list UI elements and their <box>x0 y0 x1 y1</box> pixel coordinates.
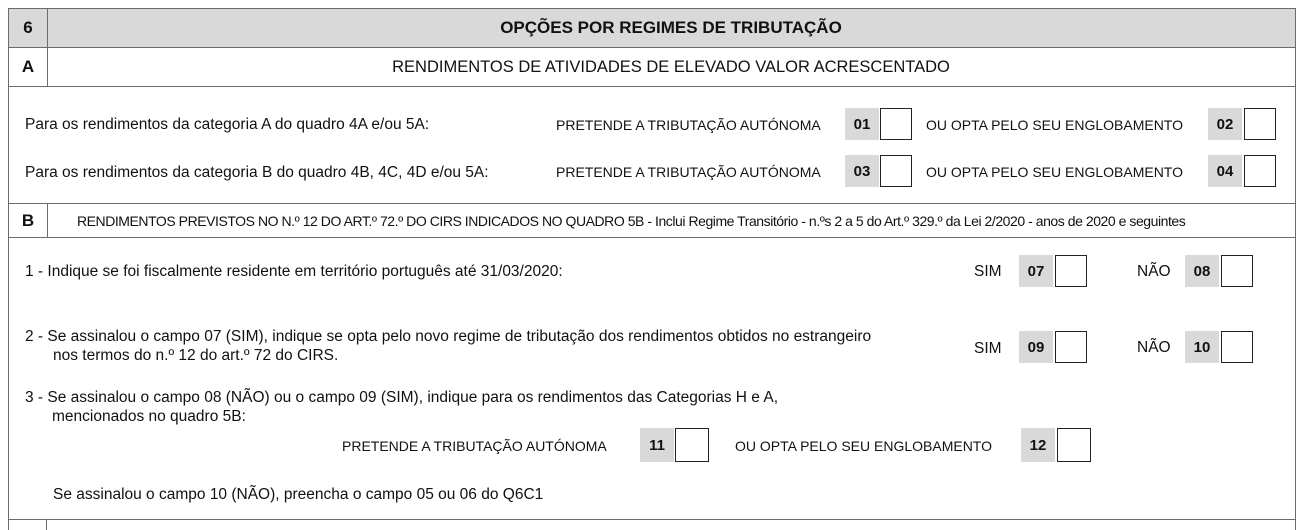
section-header <box>8 8 1296 48</box>
part-b-header <box>8 203 1296 238</box>
part-a-row1-label: Para os rendimentos da categoria A do quadro 4A e/ou 5A: <box>25 116 430 133</box>
checkbox-04[interactable] <box>1244 155 1276 187</box>
part-a-row2-option1-text: PRETENDE A TRIBUTAÇÃO AUTÓNOMA <box>556 164 821 180</box>
part-a-title: RENDIMENTOS DE ATIVIDADES DE ELEVADO VALOR ACRESCENTADO <box>392 57 950 76</box>
part-a-row2-option2-text: OU OPTA PELO SEU ENGLOBAMENTO <box>926 164 1183 180</box>
checkbox-01[interactable] <box>880 108 912 140</box>
field-code-11: 11 <box>640 428 674 462</box>
section-title: OPÇÕES POR REGIMES DE TRIBUTAÇÃO <box>500 18 842 37</box>
checkbox-02[interactable] <box>1244 108 1276 140</box>
part-b-letter: B <box>9 204 48 237</box>
field-code-04: 04 <box>1208 155 1242 187</box>
q1-nao-label: NÃO <box>1137 263 1171 280</box>
field-code-08: 08 <box>1185 255 1219 287</box>
next-row-border <box>8 519 1296 520</box>
question-1-text: 1 - Indique se foi fiscalmente residente em território português até 31/03/2020: <box>25 263 563 280</box>
field-code-12: 12 <box>1021 428 1055 462</box>
part-b-title <box>47 204 1295 237</box>
field-code-03: 03 <box>845 155 879 187</box>
next-row-divider <box>46 519 47 530</box>
part-b-note: Se assinalou o campo 10 (NÃO), preencha o campo 05 ou 06 do Q6C1 <box>53 486 544 503</box>
q1-sim-label: SIM <box>974 263 1002 280</box>
part-b-frame-right <box>1295 237 1296 530</box>
checkbox-11[interactable] <box>675 428 709 462</box>
checkbox-10[interactable] <box>1221 331 1253 363</box>
part-a-frame-right <box>1295 86 1296 204</box>
q2-nao-label: NÃO <box>1137 339 1171 356</box>
part-a-row2-label: Para os rendimentos da categoria B do quadro 4B, 4C, 4D e/ou 5A: <box>25 164 489 181</box>
field-code-01: 01 <box>845 108 879 140</box>
field-code-10: 10 <box>1185 331 1219 363</box>
field-code-02: 02 <box>1208 108 1242 140</box>
part-a-frame-left <box>8 86 9 204</box>
checkbox-12[interactable] <box>1057 428 1091 462</box>
q2-sim-label: SIM <box>974 340 1002 357</box>
question-2-line2: nos termos do n.º 12 do art.º 72 do CIRS. <box>53 347 339 364</box>
field-code-07: 07 <box>1019 255 1053 287</box>
question-2-line1: 2 - Se assinalou o campo 07 (SIM), indique se opta pelo novo regime de tributação dos rendimentos obtidos no estrangeiro <box>25 328 872 345</box>
section-number: 6 <box>9 9 48 47</box>
part-a-letter: A <box>9 48 48 86</box>
question-3-line2: mencionados no quadro 5B: <box>52 408 246 425</box>
part-b-title-text: RENDIMENTOS PREVISTOS NO N.º 12 DO ART.º 72.º DO CIRS INDICADOS NO QUADRO 5B - Inclui Regime Transitório - n.ºs 2 a 5 do Art.º 329.º da Lei 2/2020 - anos de 2020 e seguintes <box>77 212 1186 229</box>
part-a-row1-option2-text: OU OPTA PELO SEU ENGLOBAMENTO <box>926 117 1183 133</box>
part-a-header <box>8 47 1296 87</box>
part-a-row1-option1-text: PRETENDE A TRIBUTAÇÃO AUTÓNOMA <box>556 117 821 133</box>
checkbox-09[interactable] <box>1055 331 1087 363</box>
checkbox-08[interactable] <box>1221 255 1253 287</box>
part-b-frame-left <box>8 237 9 530</box>
q3-option1-text: PRETENDE A TRIBUTAÇÃO AUTÓNOMA <box>342 438 607 454</box>
field-code-09: 09 <box>1019 331 1053 363</box>
question-3-line1: 3 - Se assinalou o campo 08 (NÃO) ou o campo 09 (SIM), indique para os rendimentos das Categorias H e A, <box>25 389 778 406</box>
checkbox-03[interactable] <box>880 155 912 187</box>
checkbox-07[interactable] <box>1055 255 1087 287</box>
q3-option2-text: OU OPTA PELO SEU ENGLOBAMENTO <box>735 438 992 454</box>
